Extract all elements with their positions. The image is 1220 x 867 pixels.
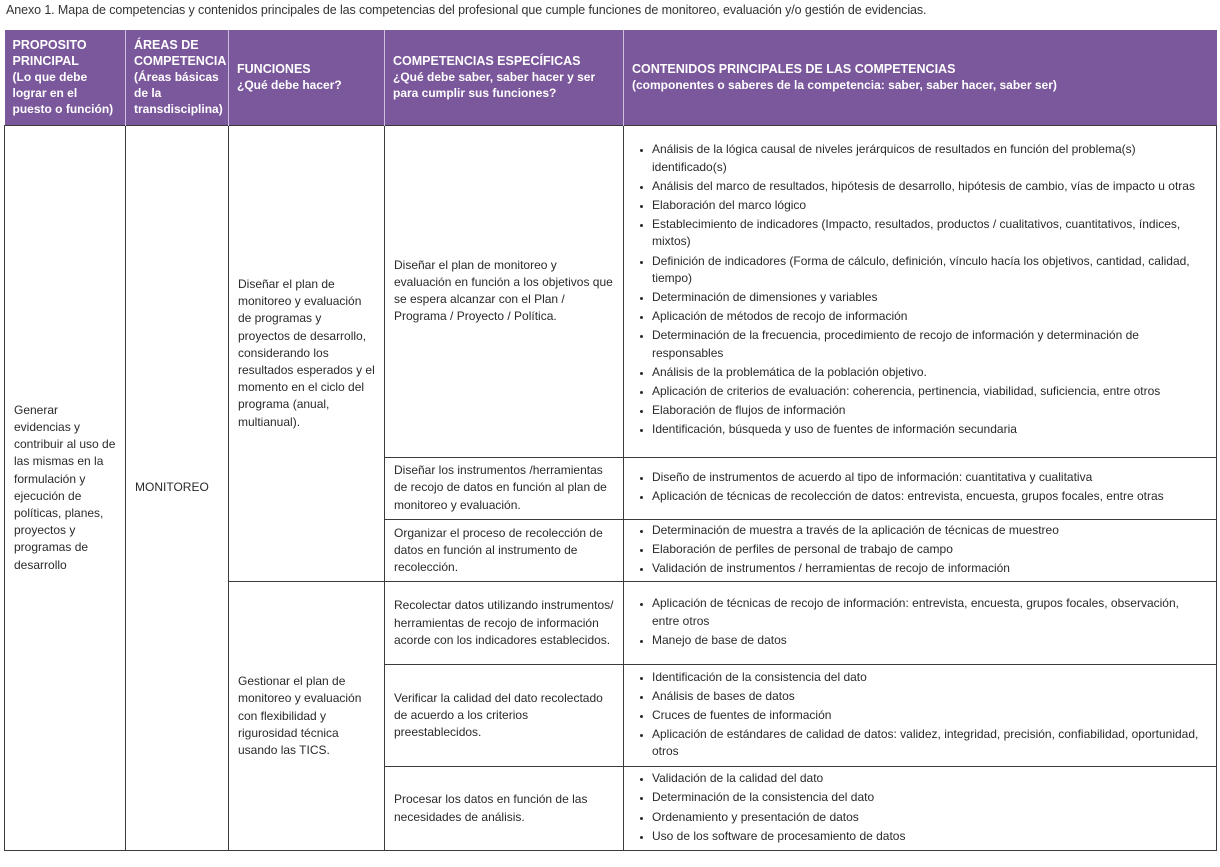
list-item: • Validación de la calidad del dato [652, 770, 1208, 789]
list-item: • Establecimiento de indicadores (Impacto, resultados, productos / cualitativos, cuantitativos, índices, mixtos) [652, 216, 1208, 252]
list-item: • Determinación de la consistencia del dato [652, 789, 1208, 808]
list-item: • Diseño de instrumentos de acuerdo al tipo de información: cuantitativa y cualitativa [652, 469, 1208, 488]
competency-map-table [4, 30, 1217, 851]
contenidos-list [634, 770, 1208, 847]
list-item: • Identificación, búsqueda y uso de fuentes de información secundaria [652, 421, 1208, 440]
competencia-cell: Recolectar datos utilizando instrumentos/ herramientas de recojo de información acorde con los indicadores establecidos. [385, 582, 624, 665]
list-item: • Determinación de dimensiones y variables [652, 289, 1208, 308]
contenidos-cell [624, 125, 1217, 457]
contenidos-cell [624, 457, 1217, 519]
header-proposito [5, 30, 126, 125]
contenidos-cell [624, 767, 1217, 851]
contenidos-cell [624, 665, 1217, 767]
list-item: • Análisis de la lógica causal de niveles jerárquicos de resultados en función del problema(s) identificado(s) [652, 141, 1208, 177]
contenidos-list [634, 141, 1208, 440]
header-subtitle: (componentes o saberes de la competencia: saber, saber hacer, saber ser) [632, 78, 1057, 93]
competencia-cell: Organizar el proceso de recolección de datos en función al instrumento de recolección. [385, 519, 624, 582]
header-subtitle: ¿Qué debe hacer? [237, 78, 342, 93]
list-item: • Aplicación de estándares de calidad de datos: validez, integridad, precisión, confiabilidad, oportunidad, otros [652, 726, 1208, 762]
funcion-cell: Gestionar el plan de monitoreo y evaluación con flexibilidad y rigurosidad técnica usando las TICS. [229, 582, 385, 851]
list-item: • Determinación de muestra a través de la aplicación de técnicas de muestreo [652, 522, 1208, 541]
list-item: • Análisis de la problemática de la población objetivo. [652, 364, 1208, 383]
list-item: • Análisis del marco de resultados, hipótesis de desarrollo, hipótesis de cambio, vías de impacto u otras [652, 178, 1208, 197]
contenidos-list [634, 595, 1208, 651]
contenidos-list [634, 522, 1208, 580]
header-title: COMPETENCIAS ESPECÍFICAS [393, 54, 581, 69]
list-item: • Manejo de base de datos [652, 632, 1208, 651]
header-title: ÁREAS DE COMPETENCIA [134, 38, 227, 69]
list-item: • Aplicación de criterios de evaluación: coherencia, pertinencia, viabilidad, suficiencia, entre otros [652, 383, 1208, 402]
header-subtitle: (Áreas básicas de la transdisciplina) [134, 70, 223, 117]
header-row [5, 30, 1217, 125]
list-item: • Elaboración de perfiles de personal de trabajo de campo [652, 541, 1208, 560]
header-title: FUNCIONES [237, 62, 311, 77]
table-row [5, 125, 1217, 457]
competencia-cell: Diseñar los instrumentos /herramientas de recojo de datos en función al plan de monitoreo y evaluación. [385, 457, 624, 519]
list-item: • Validación de instrumentos / herramientas de recojo de información [652, 560, 1208, 579]
competencia-cell: Verificar la calidad del dato recolectado de acuerdo a los criterios preestablecidos. [385, 665, 624, 767]
header-competencias [385, 30, 624, 125]
contenidos-cell [624, 519, 1217, 582]
header-title: CONTENIDOS PRINCIPALES DE LAS COMPETENCIAS [632, 62, 956, 77]
header-areas [126, 30, 229, 125]
header-title: PROPOSITO PRINCIPAL [12, 38, 87, 69]
list-item: • Aplicación de métodos de recojo de información [652, 308, 1208, 327]
list-item: • Cruces de fuentes de información [652, 707, 1208, 726]
list-item: • Ordenamiento y presentación de datos [652, 809, 1208, 828]
list-item: • Elaboración del marco lógico [652, 197, 1208, 216]
contenidos-list [634, 669, 1208, 763]
list-item: • Uso de los software de procesamiento de datos [652, 828, 1208, 847]
header-funciones [229, 30, 385, 125]
competencia-cell: Procesar los datos en función de las necesidades de análisis. [385, 767, 624, 851]
list-item: • Identificación de la consistencia del dato [652, 669, 1208, 688]
area-cell: MONITOREO [126, 125, 229, 851]
table-caption: Anexo 1. Mapa de competencias y contenidos principales de las competencias del profesional que cumple funciones de monitoreo, evaluación y/o gestión de evidencias. [6, 3, 927, 17]
contenidos-list [634, 469, 1208, 507]
contenidos-cell [624, 582, 1217, 665]
list-item: • Aplicación de técnicas de recolección de datos: entrevista, encuesta, grupos focales, entre otras [652, 488, 1208, 507]
list-item: • Análisis de bases de datos [652, 688, 1208, 707]
funcion-cell: Diseñar el plan de monitoreo y evaluación de programas y proyectos de desarrollo, considerando los resultados esperados y el momento en el ciclo del programa (anual, multianual). [229, 125, 385, 582]
list-item: • Elaboración de flujos de información [652, 402, 1208, 421]
list-item: • Definición de indicadores (Forma de cálculo, definición, vínculo hacía los objetivos, cantidad, calidad, tiempo) [652, 253, 1208, 289]
list-item: • Determinación de la frecuencia, procedimiento de recojo de información y determinación de responsables [652, 327, 1208, 363]
header-contenidos [624, 30, 1217, 125]
list-item: • Aplicación de técnicas de recojo de información: entrevista, encuesta, grupos focales, observación, entre otros [652, 595, 1208, 631]
header-subtitle: ¿Qué debe saber, saber hacer y ser para cumplir sus funciones? [393, 70, 596, 101]
proposito-cell: Generar evidencias y contribuir al uso de las mismas en la formulación y ejecución de políticas, planes, proyectos y programas de desarrollo [5, 125, 126, 851]
header-subtitle: (Lo que debe lograr en el puesto o función) [12, 70, 114, 117]
competencia-cell: Diseñar el plan de monitoreo y evaluación en función a los objetivos que se espera alcanzar con el Plan / Programa / Proyecto / Política. [385, 125, 624, 457]
